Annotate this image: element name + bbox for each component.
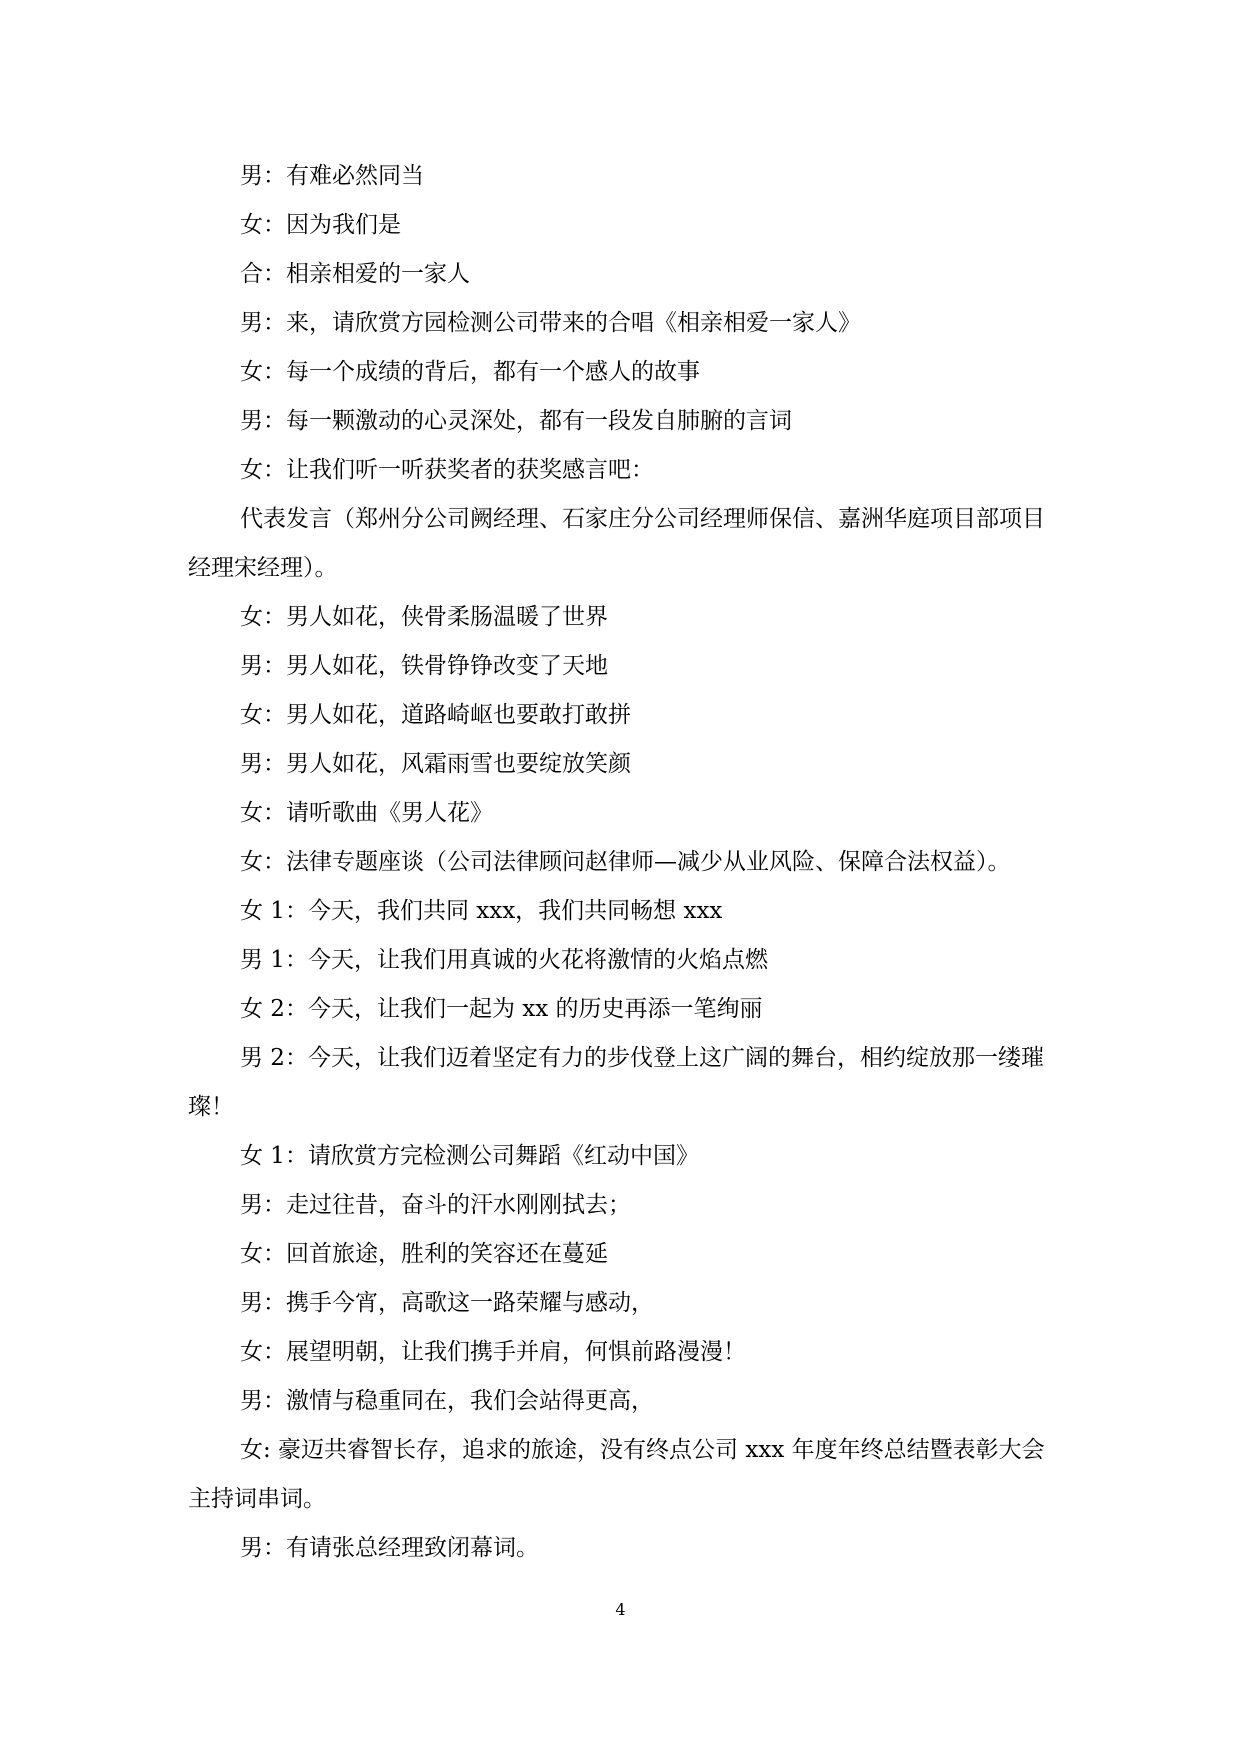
paragraph: 女：回首旅途，胜利的笑容还在蔓延	[240, 1241, 608, 1267]
paragraph: 男：携手今宵，高歌这一路荣耀与感动，	[240, 1290, 654, 1316]
paragraph: 女 2：今天，让我们一起为 xx 的历史再添一笔绚丽	[240, 996, 763, 1022]
paragraph: 女：每一个成绩的背后，都有一个感人的故事	[240, 359, 700, 385]
paragraph: 女：法律专题座谈（公司法律顾问赵律师—减少从业风险、保障合法权益）。	[240, 849, 1011, 875]
paragraph: 代表发言（郑州分公司阙经理、石家庄分公司经理师保信、嘉洲华庭项目部项目经理宋经理）。	[188, 506, 1045, 581]
paragraph: 男：有难必然同当	[240, 163, 424, 189]
paragraph: 男 1：今天，让我们用真诚的火花将激情的火焰点燃	[240, 947, 768, 973]
paragraph: 女 1：今天，我们共同 xxx，我们共同畅想 xxx	[240, 898, 723, 924]
paragraph: 男：男人如花，铁骨铮铮改变了天地	[240, 653, 608, 679]
paragraph: 女：让我们听一听获奖者的获奖感言吧：	[240, 457, 654, 483]
paragraph: 合：相亲相爱的一家人	[240, 261, 470, 287]
paragraph: 女：男人如花，侠骨柔肠温暖了世界	[240, 604, 608, 630]
paragraph: 男：来，请欣赏方园检测公司带来的合唱《相亲相爱一家人》	[240, 310, 861, 336]
paragraph: 女：展望明朝，让我们携手并肩，何惧前路漫漫！	[240, 1339, 746, 1365]
paragraph: 女: 豪迈共睿智长存，追求的旅途，没有终点公司 xxx 年度年终总结暨表彰大会主持词串词。	[188, 1437, 1045, 1512]
paragraph: 男：有请张总经理致闭幕词。	[240, 1535, 539, 1561]
page-number: 4	[615, 1600, 626, 1619]
paragraph: 男：走过往昔，奋斗的汗水刚刚拭去；	[240, 1192, 631, 1218]
paragraph: 男：激情与稳重同在，我们会站得更高，	[240, 1388, 654, 1414]
paragraph: 男：每一颗激动的心灵深处，都有一段发自肺腑的言词	[240, 408, 792, 434]
paragraph: 女 1：请欣赏方完检测公司舞蹈《红动中国》	[240, 1143, 699, 1169]
document-body	[188, 152, 1060, 1573]
paragraph: 女：因为我们是	[240, 212, 401, 238]
paragraph: 女：男人如花，道路崎岖也要敢打敢拼	[240, 702, 631, 728]
paragraph: 男：男人如花，风霜雨雪也要绽放笑颜	[240, 751, 631, 777]
paragraph: 女：请听歌曲《男人花》	[240, 800, 493, 826]
paragraph: 男 2：今天，让我们迈着坚定有力的步伐登上这广阔的舞台，相约绽放那一缕璀璨！	[188, 1045, 1044, 1120]
